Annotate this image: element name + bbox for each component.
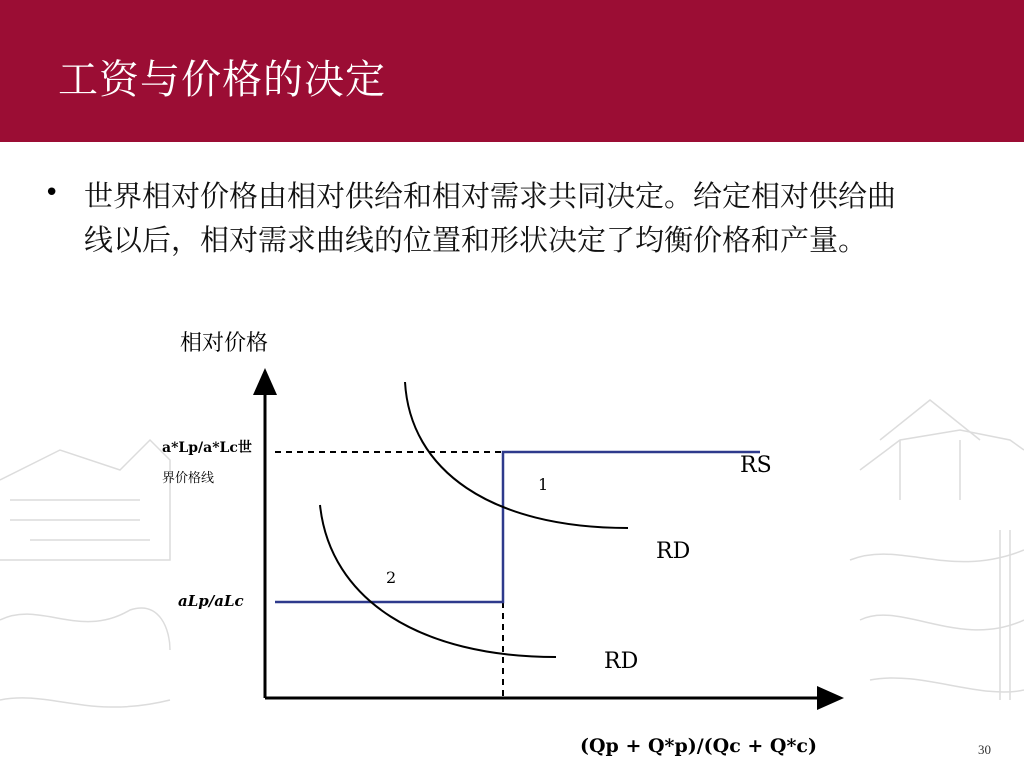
bullet-marker: • xyxy=(44,178,60,208)
page-number: 30 xyxy=(978,742,991,757)
bullet-text: 世界相对价格由相对供给和相对需求共同决定。给定相对供给曲线以后，相对需求曲线的位置和形状决定了均衡价格和产量。 xyxy=(84,179,897,257)
rd-label-upper: RD xyxy=(656,539,691,564)
world-price-label: a*Lp/a*Lc世 xyxy=(162,440,252,456)
slide-title: 工资与价格的决定 xyxy=(58,57,386,103)
y-axis-label: 相对价格 xyxy=(180,331,269,356)
rs-curve xyxy=(275,452,760,602)
point-1-label: 1 xyxy=(538,475,549,494)
x-axis-label: (Qp + Q*p)/(Qc + Q*c) xyxy=(580,735,817,757)
rd-curve-upper xyxy=(405,382,628,528)
rs-label: RS xyxy=(740,453,772,478)
autarky-price-label: aLp/aLc xyxy=(178,592,244,610)
rd-label-lower: RD xyxy=(604,649,639,674)
point-2-label: 2 xyxy=(386,568,397,587)
world-price-line-label: 界价格线 xyxy=(162,471,215,486)
rd-curve-lower xyxy=(320,505,556,657)
